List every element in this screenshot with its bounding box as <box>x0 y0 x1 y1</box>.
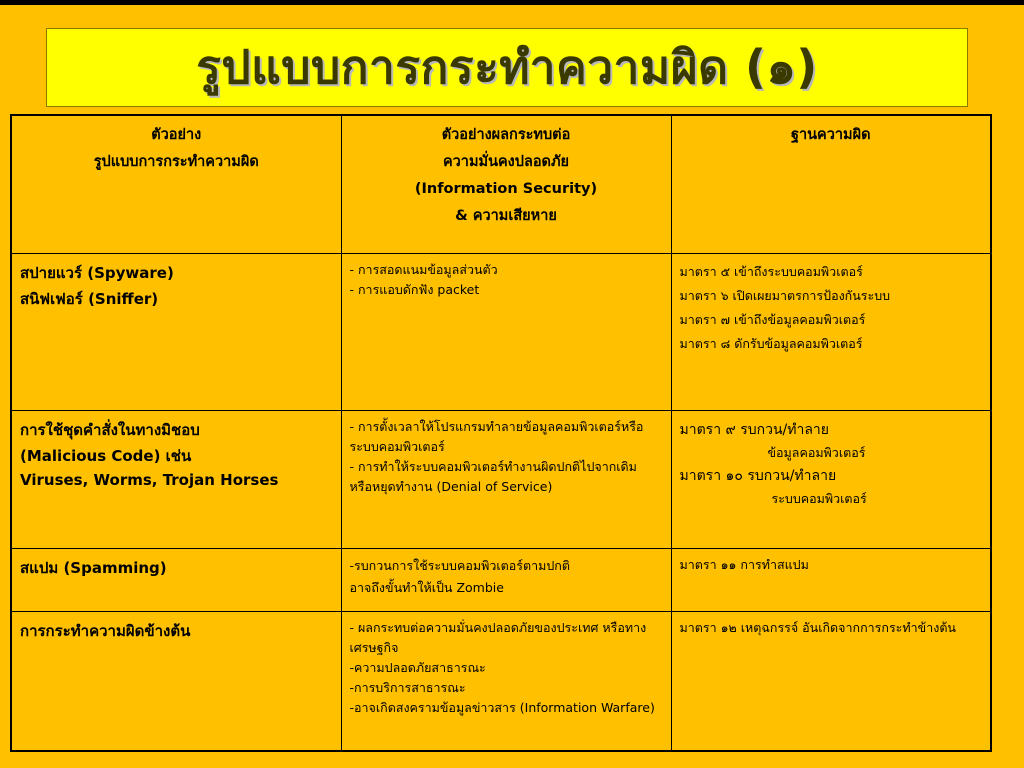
offense-table <box>10 114 992 752</box>
offense-cell <box>671 548 991 611</box>
header-offense <box>671 115 991 253</box>
example-cell <box>11 611 341 751</box>
impact-cell <box>341 611 671 751</box>
cell-text: อาจถึงขั้นทำให้เป็น Zombie <box>349 579 504 595</box>
table-row <box>11 410 991 548</box>
cell-text: - การตั้งเวลาให้โปรแกรมทำลายข้อมูลคอมพิวเตอร์หรือระบบคอมพิวเตอร์ <box>349 418 644 454</box>
cell-text: -อาจเกิดสงครามข้อมูลข่าวสาร (Information Warfare) <box>349 699 655 715</box>
header-text: ฐานความผิด <box>790 127 871 143</box>
table-row <box>11 548 991 611</box>
header-row <box>11 115 991 253</box>
cell-text: -รบกวนการใช้ระบบคอมพิวเตอร์ตามปกติ <box>349 557 570 573</box>
cell-text: มาตรา ๕ เข้าถึงระบบคอมพิวเตอร์ <box>679 263 863 279</box>
cell-text: มาตรา ๑๑ การทำสแปม <box>679 556 809 572</box>
cell-text: Viruses, Worms, Trojan Horses <box>20 470 279 489</box>
cell-text: ข้อมูลคอมพิวเตอร์ <box>767 444 866 460</box>
cell-text: ระบบคอมพิวเตอร์ <box>771 490 867 506</box>
top-border <box>0 0 1024 5</box>
example-cell <box>11 253 341 410</box>
header-example <box>11 115 341 253</box>
impact-cell <box>341 410 671 548</box>
cell-text: สแปม (Spamming) <box>20 558 167 577</box>
cell-text: -ความปลอดภัยสาธารณะ <box>349 659 486 675</box>
header-text: ตัวอย่างผลกระทบต่อ <box>441 127 571 143</box>
cell-text: มาตรา ๑๒ เหตุฉกรรจ์ อันเกิดจากการกระทำข้างต้น <box>679 619 956 635</box>
cell-text: มาตรา ๙ รบกวน/ทำลาย <box>679 421 829 438</box>
offense-cell <box>671 253 991 410</box>
cell-text: - ผลกระทบต่อความมั่นคงปลอดภัยของประเทศ หรือทางเศรษฐกิจ <box>349 619 647 655</box>
cell-text: มาตรา ๗ เข้าถึงข้อมูลคอมพิวเตอร์ <box>679 311 866 327</box>
cell-text: - การสอดแนมข้อมูลส่วนตัว <box>349 261 498 277</box>
header-text: ความมั่นคงปลอดภัย <box>442 154 570 170</box>
cell-text: -การบริการสาธารณะ <box>349 679 466 695</box>
cell-text: สนิฟเฟอร์ (Sniffer) <box>20 289 159 308</box>
cell-text: - การแอบดักฟัง packet <box>349 281 480 297</box>
header-impact <box>341 115 671 253</box>
example-cell <box>11 410 341 548</box>
cell-text: มาตรา ๑๐ รบกวน/ทำลาย <box>679 467 837 484</box>
impact-cell <box>341 253 671 410</box>
header-text: รูปแบบการกระทำความผิด <box>93 154 259 170</box>
offense-cell <box>671 611 991 751</box>
cell-text: (Malicious Code) เช่น <box>20 446 192 465</box>
table-row <box>11 253 991 410</box>
header-text: & ความเสียหาย <box>455 208 557 224</box>
cell-text: การกระทำความผิดข้างต้น <box>20 621 191 640</box>
header-text: ตัวอย่าง <box>151 127 202 143</box>
table-row <box>11 611 991 751</box>
offense-cell <box>671 410 991 548</box>
title-box <box>46 28 968 107</box>
cell-text: มาตรา ๖ เปิดเผยมาตรการป้องกันระบบ <box>679 287 891 303</box>
impact-cell <box>341 548 671 611</box>
cell-text: สปายแวร์ (Spyware) <box>20 263 174 282</box>
header-text: (Information Security) <box>414 181 598 197</box>
example-cell <box>11 548 341 611</box>
cell-text: การใช้ชุดคำสั่งในทางมิชอบ <box>20 420 200 439</box>
cell-text: มาตรา ๘ ดักรับข้อมูลคอมพิวเตอร์ <box>679 335 863 351</box>
slide-title: รูปแบบการกระทำความผิด (๑) <box>196 40 818 94</box>
cell-text: - การทำให้ระบบคอมพิวเตอร์ทำงานผิดปกติไปจากเดิม หรือหยุดทำงาน (Denial of Service) <box>349 458 637 494</box>
